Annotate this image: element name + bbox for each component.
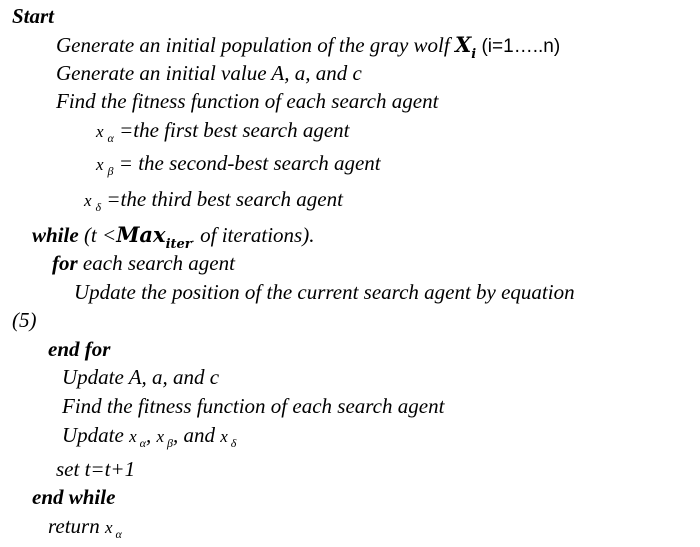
leader-alpha-variable: x xyxy=(129,427,137,446)
population-range: (i=1…..n) xyxy=(481,36,561,57)
fitness-again-line: Find the fitness function of each search agent xyxy=(62,394,445,418)
beta-variable: x xyxy=(96,155,104,174)
leader-alpha-subscript: α xyxy=(139,436,146,450)
leader-beta-subscript: β xyxy=(166,436,173,450)
max-iter-subscript: iter xyxy=(165,237,192,252)
update-leaders-text: Update xyxy=(62,423,130,447)
alpha-definition-line xyxy=(96,117,349,151)
leader-delta-variable: x xyxy=(220,427,228,446)
while-keyword: while xyxy=(32,223,79,247)
delta-definition-text: =the third best search agent xyxy=(101,187,343,211)
beta-subscript: β xyxy=(107,164,114,178)
return-line xyxy=(48,513,122,547)
increment-line: set t=t+1 xyxy=(56,457,136,481)
update-leaders-line xyxy=(62,422,236,456)
delta-subscript: δ xyxy=(95,200,102,214)
alpha-variable: x xyxy=(96,122,104,141)
update-position-line: Update the position of the current search agent by equation xyxy=(74,280,575,304)
population-variable-subscript: i xyxy=(471,47,477,62)
while-condition-end: of iterations). xyxy=(194,223,315,247)
leader-separator-1: , xyxy=(145,423,157,447)
init-values-line: Generate an initial value A, a, and c xyxy=(56,61,362,85)
alpha-definition-text: =the first best search agent xyxy=(113,118,350,142)
leader-separator-2: , and xyxy=(172,423,221,447)
beta-definition-line xyxy=(96,150,381,184)
for-line xyxy=(52,250,235,276)
delta-definition-line xyxy=(84,186,343,220)
end-while-keyword: end while xyxy=(32,485,116,509)
init-population-text: Generate an initial population of the gray wolf xyxy=(56,33,455,57)
update-params-line: Update A, a, and c xyxy=(62,365,220,389)
delta-variable: x xyxy=(84,191,92,210)
start-keyword: Start xyxy=(12,4,55,28)
population-variable: X xyxy=(454,32,472,57)
leader-delta-subscript: δ xyxy=(230,436,237,450)
fitness-line: Find the fitness function of each search agent xyxy=(56,89,439,113)
return-variable: x xyxy=(104,518,113,537)
while-condition-start: (t < xyxy=(78,223,117,247)
alpha-subscript: α xyxy=(107,131,114,145)
for-keyword: for xyxy=(52,251,78,275)
return-subscript: α xyxy=(115,527,122,541)
return-keyword: return xyxy=(48,514,100,538)
equation-reference: (5) xyxy=(12,308,37,332)
leader-beta-variable: x xyxy=(156,427,164,446)
max-iter-dot: . xyxy=(191,230,195,245)
max-iter-variable: Max xyxy=(116,222,166,247)
for-text: each search agent xyxy=(77,251,235,275)
end-for-keyword: end for xyxy=(48,337,111,361)
beta-definition-text: = the second-best search agent xyxy=(113,151,381,175)
